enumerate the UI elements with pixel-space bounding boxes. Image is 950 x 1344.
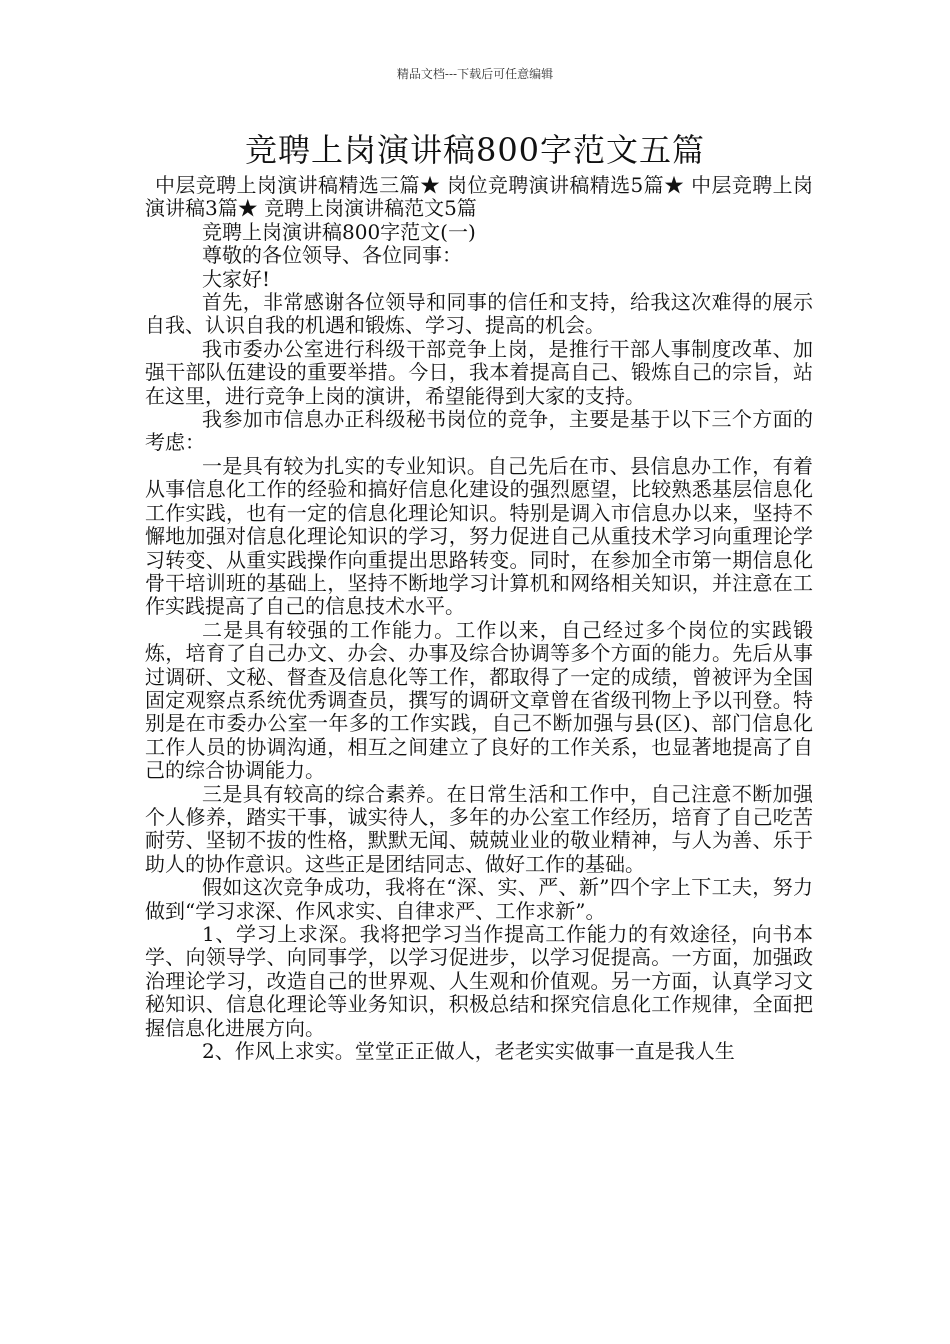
paragraph: 三是具有较高的综合素养。在日常生活和工作中，自己注意不断加强个人修养，踏实干事，诚实待人，多年的办公室工作经历，培育了自己吃苦耐劳、坚韧不拔的性格，默默无闻、兢兢业业的敬业精神，与人为善、乐于助人的协作意识。这些正是团结同志、做好工作的基础。 bbox=[145, 781, 813, 876]
paragraph: 2、作风上求实。堂堂正正做人，老老实实做事一直是我人生 bbox=[202, 1039, 735, 1064]
section-heading: 竞聘上岗演讲稿800字范文(一) bbox=[202, 219, 476, 244]
paragraph: 首先，非常感谢各位领导和同事的信任和支持，给我这次难得的展示自我、认识自我的机遇和锻炼、学习、提高的机会。 bbox=[145, 290, 813, 338]
paragraph: 二是具有较强的工作能力。工作以来，自己经过多个岗位的实践锻炼，培育了自己办文、办会、办事及综合协调等多个方面的能力。先后从事过调研、文秘、督查及信息化等工作，都取得了一定的成绩，曾被评为全国固定观察点系统优秀调查员，撰写的调研文章曾在省级刊物上予以刊登。特别是在市委办公室一年多的工作实践，自己不断加强与县(区)、部门信息化工作人员的协调沟通，相互之间建立了良好的工作关系，也显著地提高了自己的综合协调能力。 bbox=[145, 617, 813, 783]
paragraph: 1、学习上求深。我将把学习当作提高工作能力的有效途径，向书本学、向领导学、向同事学，以学习促进步，以学习促提高。一方面，加强政治理论学习，改造自己的世界观、人生观和价值观。另一方面，认真学习文秘知识、信息化理论等业务知识，积极总结和探究信息化工作规律，全面把握信息化进展方向。 bbox=[145, 922, 813, 1040]
document-title: 竞聘上岗演讲稿800字范文五篇 bbox=[244, 131, 706, 169]
page-header-note: 精品文档---下载后可任意编辑 bbox=[396, 67, 554, 81]
salutation: 尊敬的各位领导、各位同事： bbox=[202, 243, 462, 268]
related-articles-links[interactable]: 中层竞聘上岗演讲稿精选三篇★ 岗位竞聘演讲稿精选5篇★ 中层竞聘上岗演讲稿3篇★ 竞聘上岗演讲稿范文5篇 bbox=[145, 173, 813, 221]
paragraph: 一是具有较为扎实的专业知识。自己先后在市、县信息办工作，有着从事信息化工作的经验和搞好信息化建设的强烈愿望，比较熟悉基层信息化工作实践，也有一定的信息化理论知识。特别是调入市信息办以来，坚持不懈地加强对信息化理论知识的学习，努力促进自己从重技术学习向重理论学习转变、从重实践操作向重提出思路转变。同时，在参加全市第一期信息化骨干培训班的基础上，坚持不断地学习计算机和网络相关知识，并注意在工作实践提高了自己的信息技术水平。 bbox=[145, 453, 813, 619]
paragraph: 假如这次竞争成功，我将在“深、实、严、新”四个字上下工夫，努力做到“学习求深、作风求实、自律求严、工作求新”。 bbox=[145, 875, 813, 923]
document-body bbox=[145, 174, 813, 1063]
paragraph: 我市委办公室进行科级干部竞争上岗，是推行干部人事制度改革、加强干部队伍建设的重要举措。今日，我本着提高自己、锻炼自己的宗旨，站在这里，进行竞争上岗的演讲，希望能得到大家的支持。 bbox=[145, 336, 813, 408]
greeting: 大家好! bbox=[202, 266, 271, 291]
paragraph: 我参加市信息办正科级秘书岗位的竞争，主要是基于以下三个方面的考虑： bbox=[145, 407, 813, 455]
